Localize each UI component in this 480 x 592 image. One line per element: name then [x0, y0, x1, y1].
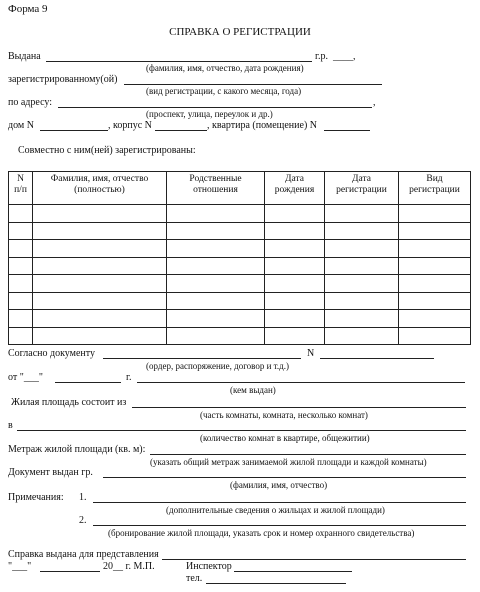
- note2-field[interactable]: [93, 525, 466, 526]
- note2-number: 2.: [79, 515, 87, 526]
- table-cell[interactable]: [33, 310, 167, 328]
- col-name-header: Фамилия, имя, отчество (полностью): [33, 172, 167, 205]
- table-cell[interactable]: [325, 205, 399, 223]
- table-row: [9, 205, 471, 223]
- house-label: дом N: [8, 120, 34, 131]
- table-cell[interactable]: [325, 275, 399, 293]
- table-cell[interactable]: [399, 310, 471, 328]
- date-field[interactable]: [40, 571, 100, 572]
- metrage-field[interactable]: [150, 454, 466, 455]
- table-cell[interactable]: [167, 257, 265, 275]
- col-number-header: N п/п: [9, 172, 33, 205]
- address-field[interactable]: [58, 107, 372, 108]
- birth-year-label: г.р.: [315, 51, 328, 62]
- document-title: СПРАВКА О РЕГИСТРАЦИИ: [169, 26, 311, 38]
- doc-n-field[interactable]: [320, 358, 434, 359]
- date-quote: "___": [8, 561, 32, 572]
- living-space-label: Жилая площадь состоит из: [11, 397, 127, 408]
- table-cell[interactable]: [33, 292, 167, 310]
- table-cell[interactable]: [265, 240, 325, 258]
- doc-label: Согласно документу: [8, 348, 96, 359]
- hint-fio: (фамилия, имя, отчество, дата рождения): [146, 63, 304, 73]
- note1-field[interactable]: [93, 502, 466, 503]
- table-row: [9, 275, 471, 293]
- table-cell[interactable]: [9, 257, 33, 275]
- hint-room-count: (количество комнат в квартире, общежитии): [200, 433, 370, 443]
- col-regdate-header: Дата регистрации: [325, 172, 399, 205]
- issued-for-label: Справка выдана для представления: [8, 549, 159, 560]
- doc-issued-field[interactable]: [103, 477, 466, 478]
- apartment-field[interactable]: [324, 130, 370, 131]
- table-row: [9, 310, 471, 328]
- table-cell[interactable]: [325, 292, 399, 310]
- notes-label: Примечания:: [8, 492, 64, 503]
- hint-street: (проспект, улица, переулок и др.): [146, 109, 273, 119]
- table-header-row: [9, 172, 471, 205]
- table-row: [9, 257, 471, 275]
- table-cell[interactable]: [399, 240, 471, 258]
- col-relation-header: Родственные отношения: [167, 172, 265, 205]
- table-cell[interactable]: [9, 240, 33, 258]
- table-cell[interactable]: [265, 205, 325, 223]
- table-cell[interactable]: [33, 275, 167, 293]
- note1-number: 1.: [79, 492, 87, 503]
- from-year-suffix: г.: [126, 372, 132, 383]
- hint-rooms: (часть комнаты, комната, несколько комнат): [200, 410, 368, 420]
- table-cell[interactable]: [325, 240, 399, 258]
- table-cell[interactable]: [167, 275, 265, 293]
- table-cell[interactable]: [325, 327, 399, 345]
- table-cell[interactable]: [265, 310, 325, 328]
- col-birthdate-header: Дата рождения: [265, 172, 325, 205]
- table-cell[interactable]: [33, 327, 167, 345]
- table-cell[interactable]: [325, 257, 399, 275]
- table-cell[interactable]: [265, 327, 325, 345]
- corpus-field[interactable]: [155, 130, 207, 131]
- table-cell[interactable]: [167, 222, 265, 240]
- issued-by-field[interactable]: [137, 382, 465, 383]
- hint-issued-by: (кем выдан): [230, 385, 276, 395]
- table-cell[interactable]: [399, 327, 471, 345]
- address-comma: ,: [373, 97, 376, 108]
- inspector-label: Инспектор: [186, 561, 232, 572]
- table-cell[interactable]: [33, 240, 167, 258]
- registered-label: зарегистрированному(ой): [8, 74, 118, 85]
- table-cell[interactable]: [265, 292, 325, 310]
- table-cell[interactable]: [9, 222, 33, 240]
- phone-field[interactable]: [206, 583, 346, 584]
- hint-metrage: (указать общий метраж занимаемой жилой площади и каждой комнаты): [150, 457, 427, 467]
- table-cell[interactable]: [9, 310, 33, 328]
- hint-fio2: (фамилия, имя, отчество): [230, 480, 328, 490]
- table-cell[interactable]: [399, 292, 471, 310]
- table-row: [9, 327, 471, 345]
- table-cell[interactable]: [399, 205, 471, 223]
- from-date-field[interactable]: [55, 382, 121, 383]
- in-field[interactable]: [17, 430, 466, 431]
- doc-issued-label: Документ выдан гр.: [8, 467, 93, 478]
- table-cell[interactable]: [399, 222, 471, 240]
- residents-table: [8, 171, 471, 345]
- table-cell[interactable]: [167, 310, 265, 328]
- metrage-label: Метраж жилой площади (кв. м):: [8, 444, 146, 455]
- table-cell[interactable]: [33, 257, 167, 275]
- apartment-label: , квартира (помещение) N: [207, 120, 318, 131]
- hint-notes1: (дополнительные сведения о жильцах и жилой площади): [166, 505, 385, 515]
- table-cell[interactable]: [265, 275, 325, 293]
- table-cell[interactable]: [265, 257, 325, 275]
- table-cell[interactable]: [399, 275, 471, 293]
- table-cell[interactable]: [33, 205, 167, 223]
- issued-to-label: Выдана: [8, 51, 41, 62]
- birth-year-field[interactable]: ____,: [333, 51, 356, 62]
- table-cell[interactable]: [9, 275, 33, 293]
- table-cell[interactable]: [9, 205, 33, 223]
- table-cell[interactable]: [325, 310, 399, 328]
- doc-n-label: N: [307, 348, 315, 359]
- table-row: [9, 240, 471, 258]
- table-cell[interactable]: [325, 222, 399, 240]
- co-registered-heading: Совместно с ним(ней) зарегистрированы:: [18, 145, 196, 156]
- table-cell[interactable]: [167, 327, 265, 345]
- table-cell[interactable]: [167, 240, 265, 258]
- inspector-field[interactable]: [234, 571, 352, 572]
- table-cell[interactable]: [399, 257, 471, 275]
- address-label: по адресу:: [8, 97, 53, 108]
- table-row: [9, 222, 471, 240]
- corpus-label: , корпус N: [108, 120, 152, 131]
- table-cell[interactable]: [167, 205, 265, 223]
- living-space-field[interactable]: [132, 407, 466, 408]
- house-field[interactable]: [40, 130, 108, 131]
- date-year-stamp: 20__ г. М.П.: [103, 561, 155, 572]
- hint-notes2: (бронирование жилой площади, указать срок и номер охранного свидетельства): [108, 528, 415, 538]
- form-number: Форма 9: [8, 3, 48, 15]
- doc-field[interactable]: [103, 358, 301, 359]
- phone-label: тел.: [186, 573, 203, 584]
- registered-field[interactable]: [124, 84, 382, 85]
- table-cell[interactable]: [9, 327, 33, 345]
- table-cell[interactable]: [265, 222, 325, 240]
- issued-to-field[interactable]: [46, 61, 312, 62]
- from-label: от "___": [8, 372, 43, 383]
- issued-for-field[interactable]: [162, 559, 466, 560]
- table-row: [9, 292, 471, 310]
- table-cell[interactable]: [33, 222, 167, 240]
- hint-reg-type: (вид регистрации, с какого месяца, года): [146, 86, 302, 96]
- in-label: в: [8, 420, 13, 431]
- table-cell[interactable]: [167, 292, 265, 310]
- table-cell[interactable]: [9, 292, 33, 310]
- col-regtype-header: Вид регистрации: [399, 172, 471, 205]
- hint-order: (ордер, распоряжение, договор и т.д.): [146, 361, 290, 371]
